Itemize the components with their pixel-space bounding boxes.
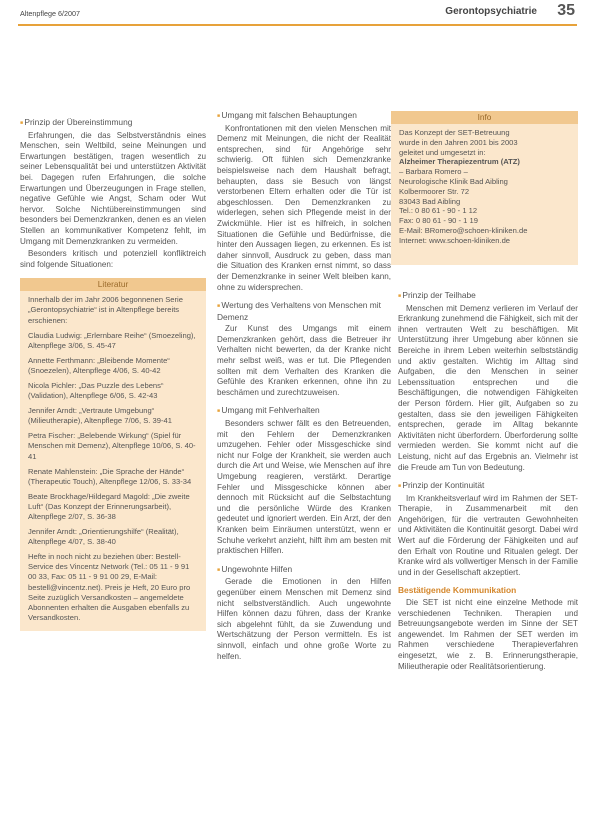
paragraph: Menschen mit Demenz verlieren im Verlauf der Erkrankung zunehmend die Fähigkeit, sich mit der ihnen vertrauten Welt zu beschäftigen. Mit Unterstützung ihrer Umgebung aber können sie Bereiche in ihrem Leben weiterhin selbstständig und aktiv gestalten. Wichtig im Alltag sind Aufgaben, die den Menschen in seiner Lebenssituation entsprechen und die Beschäftigungen, die notwendigen Fähigkeiten der Person fördern. Hier gilt, Aufgaben so zu gestalten, dass sie den jeweiligen Fähigkeiten entsprechen, gerade im Alltag bekannte Aktivitäten nicht überfordern. Überforderung sollte vermieden werden. Sie kommt nicht auf die Leistung, nicht auf das Ergebnis an. Vielmehr ist die Freude am Tun von Bedeutung. xyxy=(398,303,578,472)
literature-entry: Jennifer Arndt: „Orientierungshilfe“ (Realität), Altenpflege 4/07, S. 38-40 xyxy=(28,527,179,547)
paragraph: Im Krankheitsverlauf wird im Rahmen der SET-Therapie, in Zusammenarbeit mit den Angehörigen, für die vertrauten Gewohnheiten und Aktivitäten die Kontinuität gesorgt. Dabei wird Wert auf die Förderung der Fähigkeiten und auf den Erhalt von Routine und Ritualen gelegt. Der Kranke wird als vollwertiger Mensch in der Familie und in der Gesellschaft akzeptiert. xyxy=(398,493,578,577)
heading-wertung: ■ Wertung des Verhaltens von Menschen mit Demenz xyxy=(217,300,391,322)
literature-entry: Beate Brockhage/Hildegard Magold: „Die zweite Luft“ (Das Konzept der Erinnerungsarbeit), Altenpflege 2/07, S. 36-38 xyxy=(28,491,190,521)
section-title: Gerontopsychiatrie xyxy=(445,6,537,17)
column-1 xyxy=(20,110,206,631)
literature-entry: Nicola Pichler: „Das Puzzle des Lebens“ (Validation), Altenpflege 6/06, S. 42-43 xyxy=(28,380,164,401)
info-line: wurde in den Jahren 2001 bis 2003 xyxy=(399,137,518,147)
literature-entry: Renate Mahlenstein: „Die Sprache der Hände“ (Therapeutic Touch), Altenpflege 12/06, S. 33-34 xyxy=(28,466,192,486)
paragraph: Die SET ist nicht eine einzelne Methode mit verschiedenen Techniken. Therapien und Betreuungsangebote werden im Sinne der SET angewendet. Im Rahmen der SET werden im Rahmen verschiedene Therapieverfahren eingesetzt, wie z. B. Erinnerungstherapie, Milieutherapie oder Realitätsorientierung. xyxy=(398,598,578,671)
info-line: Das Konzept der SET-Betreuung xyxy=(399,128,510,137)
literature-title: Literatur xyxy=(20,278,206,291)
info-box xyxy=(391,111,578,265)
info-line: Neurologische Klinik Bad Aibling xyxy=(399,176,508,186)
info-line: – Barbara Romero – xyxy=(399,167,468,177)
header-rule xyxy=(18,24,577,26)
literature-intro: Innerhalb der im Jahr 2006 begonnenen Serie „Gerontopsychiatrie“ ist in Altenpflege bereits erschienen: xyxy=(28,295,183,325)
heading-ungewohnte-hilfen: ■ Ungewohnte Hilfen xyxy=(217,564,391,576)
paragraph: Zur Kunst des Umgangs mit einem Demenzkranken gehört, dass die Betreuer ihr Verhalten nicht bewerten, da der Kranke nicht mehr selbst weiß, was er tut. Die Pflegenden sollten mit dem Verhalten des Kranken die Gefühle des Kranken erkennen, ohne ihn zu beschämen und zurechtzuweisen. xyxy=(217,324,391,397)
info-title: Info xyxy=(391,111,578,124)
heading-teilhabe: ■ Prinzip der Teilhabe xyxy=(398,290,578,302)
column-2 xyxy=(217,110,391,664)
info-line: Internet: www.schoen-kliniken.de xyxy=(399,235,511,245)
heading-kontinuitaet: ■ Prinzip der Kontinuität xyxy=(398,480,578,492)
info-line: E-Mail: BRomero@schoen-kliniken.de xyxy=(399,225,528,235)
paragraph: Besonders kritisch und potenziell konfliktreich sind folgende Situationen: xyxy=(20,249,206,269)
paragraph: Gerade die Emotionen in den Hilfen gegenüber einem Menschen mit Demenz sind nicht selbstverständlich. Auch ungewohnte Hilfen können dazu führen, dass der Kranke sich abgelehnt fühlt, da sie Zuwendung und Wertschätzung der Person vermitteln. Es ist sinnvoll, einfach und ohne große Worte zu helfen. xyxy=(217,577,391,661)
column-3 xyxy=(398,290,578,674)
info-line: geleitet und umgesetzt in: xyxy=(399,147,486,157)
paragraph: Besonders schwer fällt es den Betreuenden, mit den Fehlern der Demenzkranken umzugehen. Fehler oder Missgeschicke sind nicht nur Folge der Krankheit, sie werden auch durch die Art und Weise, wie Menschen auf ihre Umgebung reagieren, verstärkt. Derartige Fehler und Missgeschicke können aber dennoch mit Rücksicht auf die Selbstachtung und die persönliche Würde des Kranken gedeutet und ignoriert werden. Ein Arzt, der den Kranken beim Einräumen unterstützt, wenn er Schuhe verkehrt anzieht, hilft ihm am besten mit praktischen Hilfen. xyxy=(217,419,391,556)
info-line: Fax: 0 80 61 - 90 - 1 19 xyxy=(399,216,478,226)
paragraph: Erfahrungen, die das Selbstverständnis eines Menschen, sein Weltbild, seine Meinungen und Erwartungen bestätigen, tragen wesentlich zu seiner Lebensqualität bei und unterstützen Aktivität bei. Dagegen rufen Erfahrungen, die solche Erwartungen und Überzeugungen in Frage stellen, negative Gefühle wie Angst, Scham oder Wut hervor. Solche Nichtübereinstimmungen sind besonders bei Demenzkranken, denen es an vielen Stellen an kommunikativer Kompetenz fehlt, im Umgang mit Demenzkranken zu vermeiden. xyxy=(20,130,206,246)
header-left: Altenpflege 6/2007 xyxy=(20,9,80,18)
page-number: 35 xyxy=(557,2,575,19)
paragraph: Konfrontationen mit den vielen Menschen mit Demenz mit Meinungen, die nicht der Realität entsprechen, sind für Angehörige sehr schwierig. Oft fühlen sich Demenzkranke beispielsweise nach dem Haushalt befragt, behaupten, dass sie Besuch von längst verstorbenen Eltern erhalten oder die Tür ist abgeschlossen. Den Demenzkranken zu widerlegen, sehen sich Pflegende meist in der Zwickmühle. Hier ist es hilfreich, in solchen Situationen die Gefühle und Bedürfnisse, die hinter den Aussagen liegen, zu erkennen. Es ist daher sinnvoll, Ausdruck zu geben, dass man die Situation des Kranken ernst nimmt, so dass der Demenzkranke in seiner Welt bleiben kann, ohne zu widersprechen. xyxy=(217,123,391,292)
literature-entry: Jennifer Arndt: „Vertraute Umgebung“ (Milieutherapie), Altenpflege 7/06, S. 39-41 xyxy=(28,406,172,426)
literature-box xyxy=(20,278,206,631)
heading-fehlverhalten: ■ Umgang mit Fehlverhalten xyxy=(217,405,391,417)
info-line: 83043 Bad Aibling xyxy=(399,196,461,206)
literature-entry: Petra Fischer: „Belebende Wirkung“ (Spiel für Menschen mit Demenz), Altenpflege 10/06, S. 40-41 xyxy=(28,431,196,461)
literature-entry: Claudia Ludwig: „Erlernbare Reihe“ (Smoezeling), Altenpflege 3/06, S. 45-47 xyxy=(28,330,196,350)
info-line: Alzheimer Therapiezentrum (ATZ) xyxy=(399,157,520,167)
heading-uebereinstimmung: ■ Prinzip der Übereinstimmung xyxy=(20,117,206,129)
info-line: Tel.: 0 80 61 - 90 - 1 12 xyxy=(399,206,478,216)
info-line: Kolbermoorer Str. 72 xyxy=(399,186,470,196)
literature-entry: Annette Ferthmann: „Bleibende Momente“ (Snoezelen), Altenpflege 4/06, S. 40-42 xyxy=(28,355,170,375)
heading-falsche-behauptungen: ■ Umgang mit falschen Behauptungen xyxy=(217,110,391,122)
literature-order-info: Hefte in noch nicht zu beziehen über: Bestell-Service des Vincentz Network (Tel.: 05 11 - 9 91 00 33, Fax: 05 11 - 9 91 00 29, E-Mail: bestell@vincentz.net). Preis je Heft, 20 Euro pro Seite zuzüglich Versandkosten – angemeldete Abonnenten erhalten die Ausgaben ebenfalls zu Versandkosten. xyxy=(28,552,191,622)
heading-bestaetigende-kommunikation: Bestätigende Kommunikation xyxy=(398,585,517,596)
